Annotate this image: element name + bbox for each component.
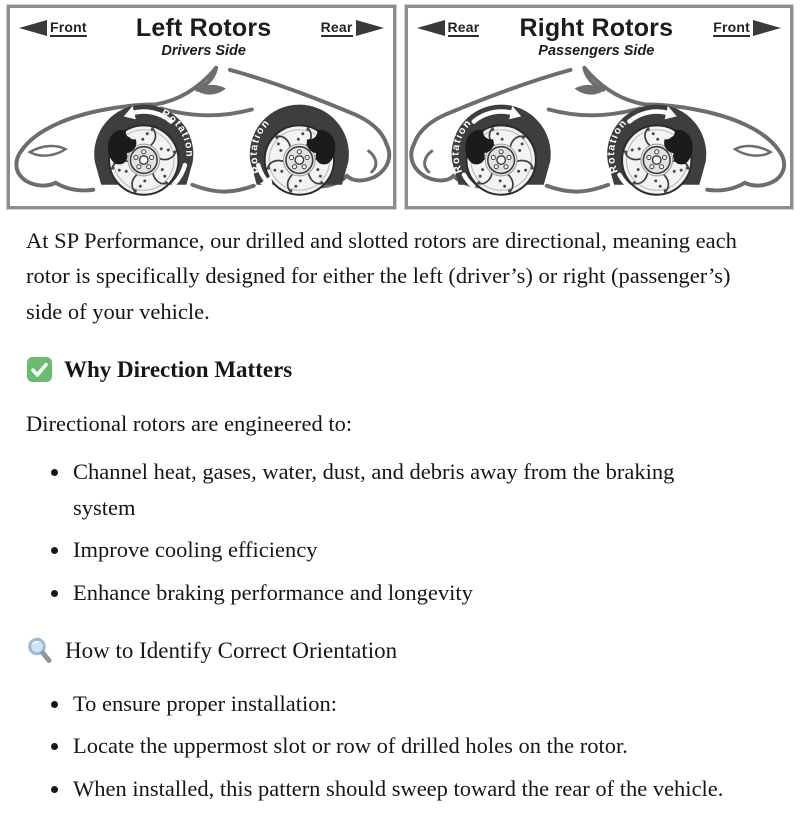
front-direction	[19, 20, 87, 37]
rear-label: Rear	[320, 19, 353, 35]
magnifying-glass-icon	[26, 636, 54, 666]
section-why-direction-matters	[26, 352, 774, 388]
panel-subtitle: Passengers Side	[538, 43, 655, 60]
list-item: • To ensure proper installation:	[71, 686, 725, 722]
orientation-steps-list	[26, 686, 774, 807]
right-rotors-panel	[405, 5, 794, 209]
front-label: Front	[713, 19, 750, 35]
left-panel-titles	[87, 15, 321, 59]
section-title: Why Direction Matters	[64, 356, 293, 382]
section-identify-orientation	[26, 633, 774, 669]
section1-lead: Directional rotors are engineered to:	[26, 410, 353, 436]
rear-direction	[321, 20, 384, 37]
left-car-illustration	[10, 55, 393, 206]
right-arrow-icon	[753, 20, 781, 36]
list-item: • Channel heat, gases, water, dust, and debris away from the braking system	[71, 454, 725, 525]
article-content	[0, 223, 800, 807]
front-label: Front	[50, 19, 87, 35]
right-car-illustration	[408, 55, 791, 206]
panel-title: Left Rotors	[135, 14, 272, 42]
section-title: How to Identify Correct Orientation	[65, 637, 398, 663]
intro-paragraph: At SP Performance, our drilled and slotted rotors are directional, meaning each rotor is specifically designed for either the left (driver’s) or right (passenger’s) side of your vehicle.	[26, 227, 737, 324]
panel-title: Right Rotors	[519, 14, 674, 42]
check-mark-icon	[26, 356, 53, 383]
list-item: • Improve cooling efficiency	[71, 532, 725, 568]
benefits-list	[26, 454, 774, 610]
left-arrow-icon	[19, 20, 47, 36]
panel-subtitle: Drivers Side	[161, 43, 246, 60]
front-direction	[713, 20, 781, 37]
list-item: • When installed, this pattern should sweep toward the rear of the vehicle.	[71, 771, 725, 807]
right-panel-titles	[479, 15, 713, 59]
left-panel-header	[10, 8, 393, 59]
right-arrow-icon	[356, 20, 384, 36]
rear-direction	[417, 20, 480, 37]
rear-label: Rear	[447, 19, 480, 35]
list-item: • Locate the uppermost slot or row of drilled holes on the rotor.	[71, 728, 725, 764]
rotor-direction-diagram	[0, 0, 800, 209]
left-rotors-panel	[7, 5, 396, 209]
left-arrow-icon	[417, 20, 445, 36]
right-panel-header	[408, 8, 791, 59]
list-item: • Enhance braking performance and longevity	[71, 575, 725, 611]
